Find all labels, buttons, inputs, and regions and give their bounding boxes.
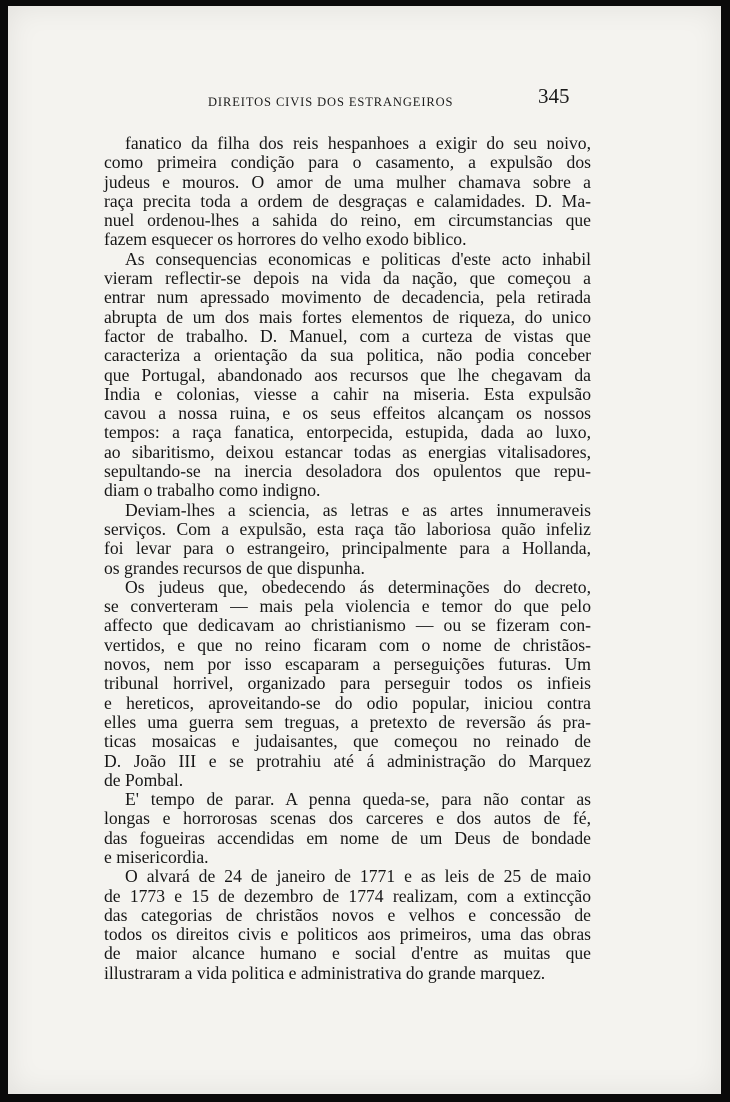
text-line: ticas mosaicas e judaisantes, que começou no reinado de [104,731,591,752]
text-line: e hereticos, aproveitando-se do odio popular, iniciou contra [104,692,591,713]
text-line: fanatico da filha dos reis hespanhoes a exigir do seu noivo, [125,133,591,153]
text-line: India e colonias, viesse a cahir na miseria. Esta expulsão [104,383,591,404]
text-line: foi levar para o estrangeiro, principalmente para a Hollanda, [104,538,591,559]
text-line: ao sibaritismo, deixou estancar todas as energias vitalisadores, [104,441,591,462]
text-line: vertidos, e que no reino ficaram com o nome de christãos- [104,634,591,655]
text-line: abrupta de um dos mais fortes elementos de riqueza, do unico [104,306,591,327]
text-line: D. João III e se protrahiu até á administração do Marquez [104,750,591,771]
paragraph [104,501,591,578]
text-line: affecto que dedicavam ao christianismo — ou se fizeram con- [104,615,591,636]
paragraph [104,578,591,790]
paragraph [104,867,591,983]
text-line: vieram reflectir-se depois na vida da nação, que começou a [104,268,591,289]
paragraph [104,250,591,501]
text-line: os grandes recursos de que dispunha. [104,557,365,578]
text-line: factor de trabalho. D. Manuel, com a curteza de vistas que [104,325,591,346]
text-line: O alvará de 24 de janeiro de 1771 e as leis de 25 de maio [125,866,591,887]
text-line: E' tempo de parar. A penna queda-se, para não contar as [125,789,591,810]
text-line: diam o trabalho como indigno. [104,480,321,501]
text-line: tempos: a raça fanatica, entorpecida, estupida, dada ao luxo, [104,422,591,443]
text-line: cavou a nossa ruina, e os seus effeitos alcançam os nossos [104,403,591,424]
text-line: Os judeus que, obedecendo ás determinações do decreto, [125,576,591,597]
paragraph [104,134,591,250]
text-line: das categorias de christãos novos e velhos e concessão de [104,904,591,925]
text-line: serviços. Com a expulsão, esta raça tão laboriosa quão infeliz [104,518,591,539]
text-line: caracteriza a orientação da sua politica, não podia conceber [104,345,591,366]
text-line: entrar num apressado movimento de decadencia, pela retirada [104,287,591,308]
text-line: novos, nem por isso escaparam a perseguições futuras. Um [104,654,591,675]
text-line: judeus e mouros. O amor de uma mulher chamava sobre a [104,171,591,192]
paragraph [104,790,591,867]
text-line: longas e horrorosas scenas dos carceres e dos autos de fé, [104,808,591,829]
text-line: As consequencias economicas e politicas d'este acto inhabil [125,248,591,269]
text-line: nuel ordenou-lhes a sahida do reino, em circumstancias que [104,210,591,231]
running-header-title: DIREITOS CIVIS DOS ESTRANGEIROS [208,95,454,109]
text-line: das fogueiras accendidas em nome de um Deus de bondade [104,827,591,848]
text-line: de maior alcance humano e social d'entre as muitas que [104,943,591,964]
text-line: todos os direitos civis e politicos aos primeiros, uma das obras [104,924,591,945]
text-line: sepultando-se na inercia desoladora dos opulentos que repu- [104,461,591,482]
page-number: 345 [538,84,570,108]
text-line: de 1773 e 15 de dezembro de 1774 realizam, com a extincção [104,885,591,906]
text-line: tribunal horrivel, organizado para perseguir todos os infieis [104,673,591,694]
text-line: que Portugal, abandonado aos recursos que lhe chegavam da [104,364,591,385]
text-line: como primeira condição para o casamento, a expulsão dos [104,152,591,173]
text-line: se converteram — mais pela violencia e temor do que pelo [104,596,591,617]
text-line: elles uma guerra sem treguas, a pretexto de reversão ás pra- [104,711,591,732]
text-line: illustraram a vida politica e administrativa do grande marquez. [104,962,546,983]
book-page [8,6,721,1094]
text-line: raça precita toda a ordem de desgraças e calamidades. D. Ma- [104,190,591,211]
text-line: Deviam-lhes a sciencia, as letras e as artes innumeraveis [125,499,591,520]
text-line: de Pombal. [104,769,184,790]
body-text [104,134,591,983]
text-line: e misericordia. [104,846,209,867]
text-line: fazem esquecer os horrores do velho exodo biblico. [104,229,467,250]
